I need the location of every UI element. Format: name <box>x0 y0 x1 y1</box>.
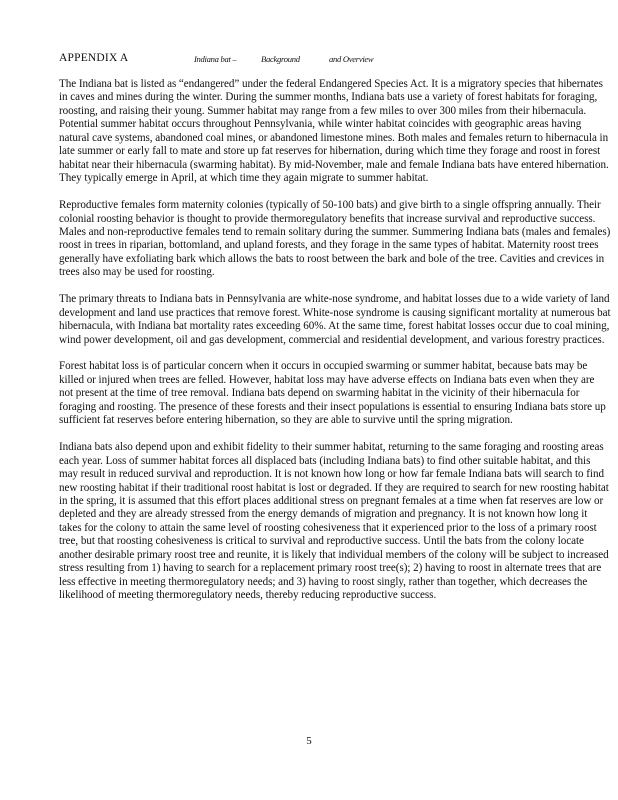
header-subsection: and Overview <box>329 54 374 64</box>
paragraph-forest-habitat-loss: Forest habitat loss is of particular concern when it occurs in occupied swarming or summer habitat, because bats may be killed or injured when trees are felled. However, habitat loss may have adverse effects on Indiana bats even when they are not present at the time of tree removal. Indiana bats depend on swarming habitat in the vicinity of their hibernacula for foraging and roosting. The presence of these forests and their insect populations is essential to ensuring Indiana bats store up sufficient fat reserves before entering hibernation, so they are able to survive until the spring migration. <box>59 360 606 427</box>
body-text <box>59 78 611 616</box>
page-number: 5 <box>306 735 312 747</box>
paragraph-maternity-colonies: Reproductive females form maternity colonies (typically of 50-100 bats) and give birth to a single offspring annually. Their colonial roosting behavior is thought to provide thermoregulatory benefits that increase survival and reproductive success. Males and non-reproductive females tend to remain solitary during the summer. Summering Indiana bats (males and females) roost in trees in riparian, bottomland, and upland forests, and they forage in the same types of habitat. Maternity roost trees generally have exfoliating bark which allows the bats to roost between the bark and bole of the tree. Cavities and crevices in trees also may be used for roosting. <box>59 199 611 279</box>
paragraph-overview: The Indiana bat is listed as “endangered” under the federal Endangered Species Act. It is a migratory species that hibernates in caves and mines during the winter. During the summer months, Indiana bats use a variety of forest habitats for foraging, roosting, and raising their young. Summer habitat may range from a few miles to over 300 miles from their hibernacula. Potential summer habitat occurs throughout Pennsylvania, while winter habitat coincides with geographic areas having natural cave systems, abandoned coal mines, or abandoned limestone mines. Both males and females return to hibernacula in late summer or early fall to mate and store up fat reserves for hibernation, during which time they forage and roost in forest habitat near their hibernacula (swarming habitat). By mid-November, male and female Indiana bats have entered hibernation. They typically emerge in April, at which time they again migrate to summer habitat. <box>59 78 609 185</box>
appendix-label: APPENDIX A <box>59 52 129 64</box>
header-topic: Indiana bat – <box>194 54 237 64</box>
paragraph-summer-habitat-fidelity: Indiana bats also depend upon and exhibit fidelity to their summer habitat, returning to the same foraging and roosting areas each year. Loss of summer habitat forces all displaced bats (including Indiana bats) to find other suitable habitat, and this may result in reduced survival and reproduction. It is not known how long or how far female Indiana bats will search to find new roosting habitat if their traditional roost habitat is lost or degraded. If they are required to search for new roosting habitat in the spring, it is assumed that this effort places additional stress on pregnant females at a time when fat reserves are low or depleted and they are already stressed from the energy demands of migration and pregnancy. It is not known how long it takes for the colony to attain the same level of roosting cohesiveness that it experienced prior to the loss of a primary roost tree, but that roosting cohesiveness is critical to survival and reproductive success. Until the bats from the colony locate another desirable primary roost tree and reunite, it is likely that individual members of the colony will be subject to increased stress resulting from 1) having to search for a replacement primary roost tree(s); 2) having to roost in alternate trees that are less effective in meeting thermoregulatory needs; and 3) having to roost singly, rather than together, which decreases the likelihood of meeting thermoregulatory needs, thereby reducing reproductive success. <box>59 441 609 602</box>
page-header <box>59 50 579 66</box>
paragraph-threats: The primary threats to Indiana bats in Pennsylvania are white-nose syndrome, and habitat losses due to a wide variety of land development and land use practices that remove forest. White-nose syndrome is causing significant mortality at numerous bat hibernacula, with Indiana bat mortality rates exceeding 60%. At the same time, forest habitat losses occur due to coal mining, wind power development, oil and gas development, commercial and residential development, and various forestry practices. <box>59 293 611 346</box>
header-section: Background <box>261 54 300 64</box>
